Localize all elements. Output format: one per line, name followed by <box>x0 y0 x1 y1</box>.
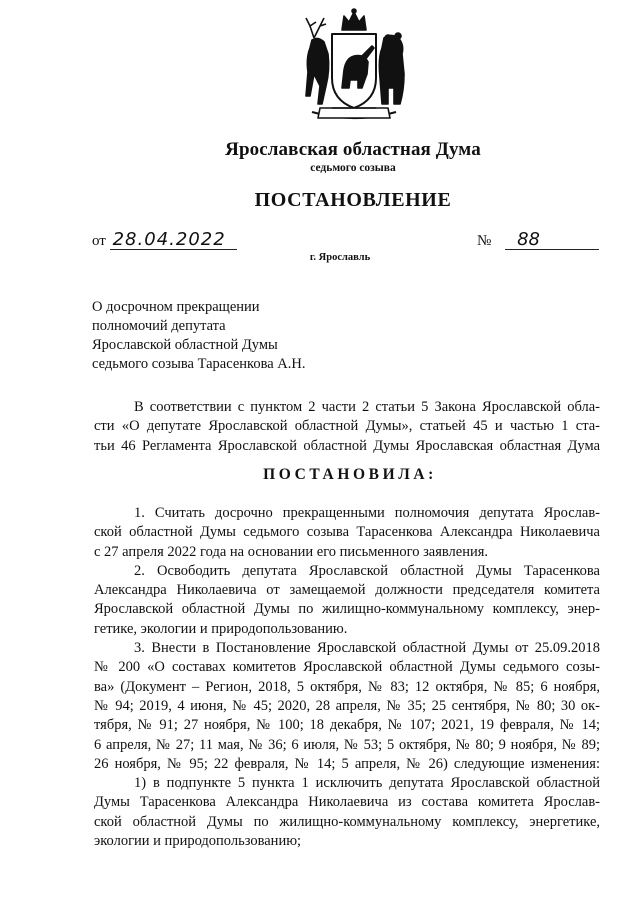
body-line: 6 апреля, № 27; 11 мая, № 36; 6 июля, № 53; 5 октября, № 80; 9 ноября, № 89; <box>94 736 600 753</box>
coat-of-arms-emblem <box>292 8 416 126</box>
body-line: 26 ноября, № 95; 22 февраля, № 14; 5 апреля, № 26) следующие изменения: <box>94 755 600 772</box>
preamble-line: В соответствии с пунктом 2 части 2 статьи 5 Закона Ярославской обла- <box>134 399 600 415</box>
subject-line: седьмого созыва Тарасенкова А.Н. <box>92 356 306 372</box>
number-label: № <box>477 233 492 249</box>
date-prefix: от <box>92 233 106 249</box>
subject-line: полномочий депутата <box>92 318 226 334</box>
subject-line: Ярославской областной Думы <box>92 337 278 353</box>
handwritten-date: 28.04.2022 <box>110 231 237 250</box>
body-line: с 27 апреля 2022 года на основании его письменного заявления. <box>94 543 489 560</box>
body-line: гетике, экологии и природопользованию. <box>94 620 348 637</box>
convocation-label: седьмого созыва <box>310 162 396 174</box>
subject-block <box>92 298 306 374</box>
body-line: 2. Освободить депутата Ярославской областной Думы Тарасенкова <box>134 562 600 579</box>
body-line: экологии и природопользованию; <box>94 833 302 850</box>
document-type-title: ПОСТАНОВЛЕНИЕ <box>254 189 452 211</box>
body-line: ской областной Думы по жилищно-коммунальному комплексу, энергетике, <box>94 813 600 830</box>
resolution-heading: ПОСТАНОВИЛА: <box>263 466 437 483</box>
date-line <box>92 231 237 250</box>
organization-name: Ярославская областная Дума <box>225 139 481 160</box>
handwritten-number: 88 <box>505 231 599 250</box>
body-line: Думы Тарасенкова Александра Николаевича из состава комитета Ярослав- <box>94 794 600 811</box>
body-line: № 200 «О составах комитетов Ярославской областной Думы седьмого созы- <box>94 659 600 676</box>
preamble-line: тьи 46 Регламента Ярославской областной Думы Ярославская областная Дума <box>94 437 600 454</box>
body-line: № 94; 2019, 4 июня, № 45; 2020, 28 апреля, № 35; 25 сентября, № 80; 30 ок- <box>94 697 600 714</box>
body-line: 3. Внести в Постановление Ярославской областной Думы от 25.09.2018 <box>134 640 600 657</box>
body-line: 1. Считать досрочно прекращенными полномочия депутата Ярослав- <box>134 505 600 521</box>
body-line: тября, № 91; 27 ноября, № 100; 18 декабря, № 107; 2021, 19 февраля, № 14; <box>94 717 600 734</box>
body-line: Ярославской областной Думы по жилищно-коммунальному комплексу, энер- <box>94 601 600 618</box>
body-line: ской областной Думы седьмого созыва Тарасенкова Александра Николаевича <box>94 524 600 541</box>
city-label: г. Ярославль <box>309 252 371 263</box>
resolution-body <box>94 504 600 851</box>
body-line: 1) в подпункте 5 пункта 1 исключить депутата Ярославской областной <box>134 775 600 792</box>
body-line: ва» (Документ – Регион, 2018, 5 октября, № 83; 12 октября, № 85; 6 ноября, <box>94 678 600 695</box>
preamble-line: сти «О депутате Ярославской областной Думы», статьей 45 и частью 1 ста- <box>94 418 600 435</box>
body-line: Александра Николаевича от замещаемой должности председателя комитета <box>94 582 600 599</box>
preamble-paragraph <box>94 398 600 456</box>
subject-line: О досрочном прекращении <box>92 299 260 315</box>
number-line <box>477 231 599 250</box>
